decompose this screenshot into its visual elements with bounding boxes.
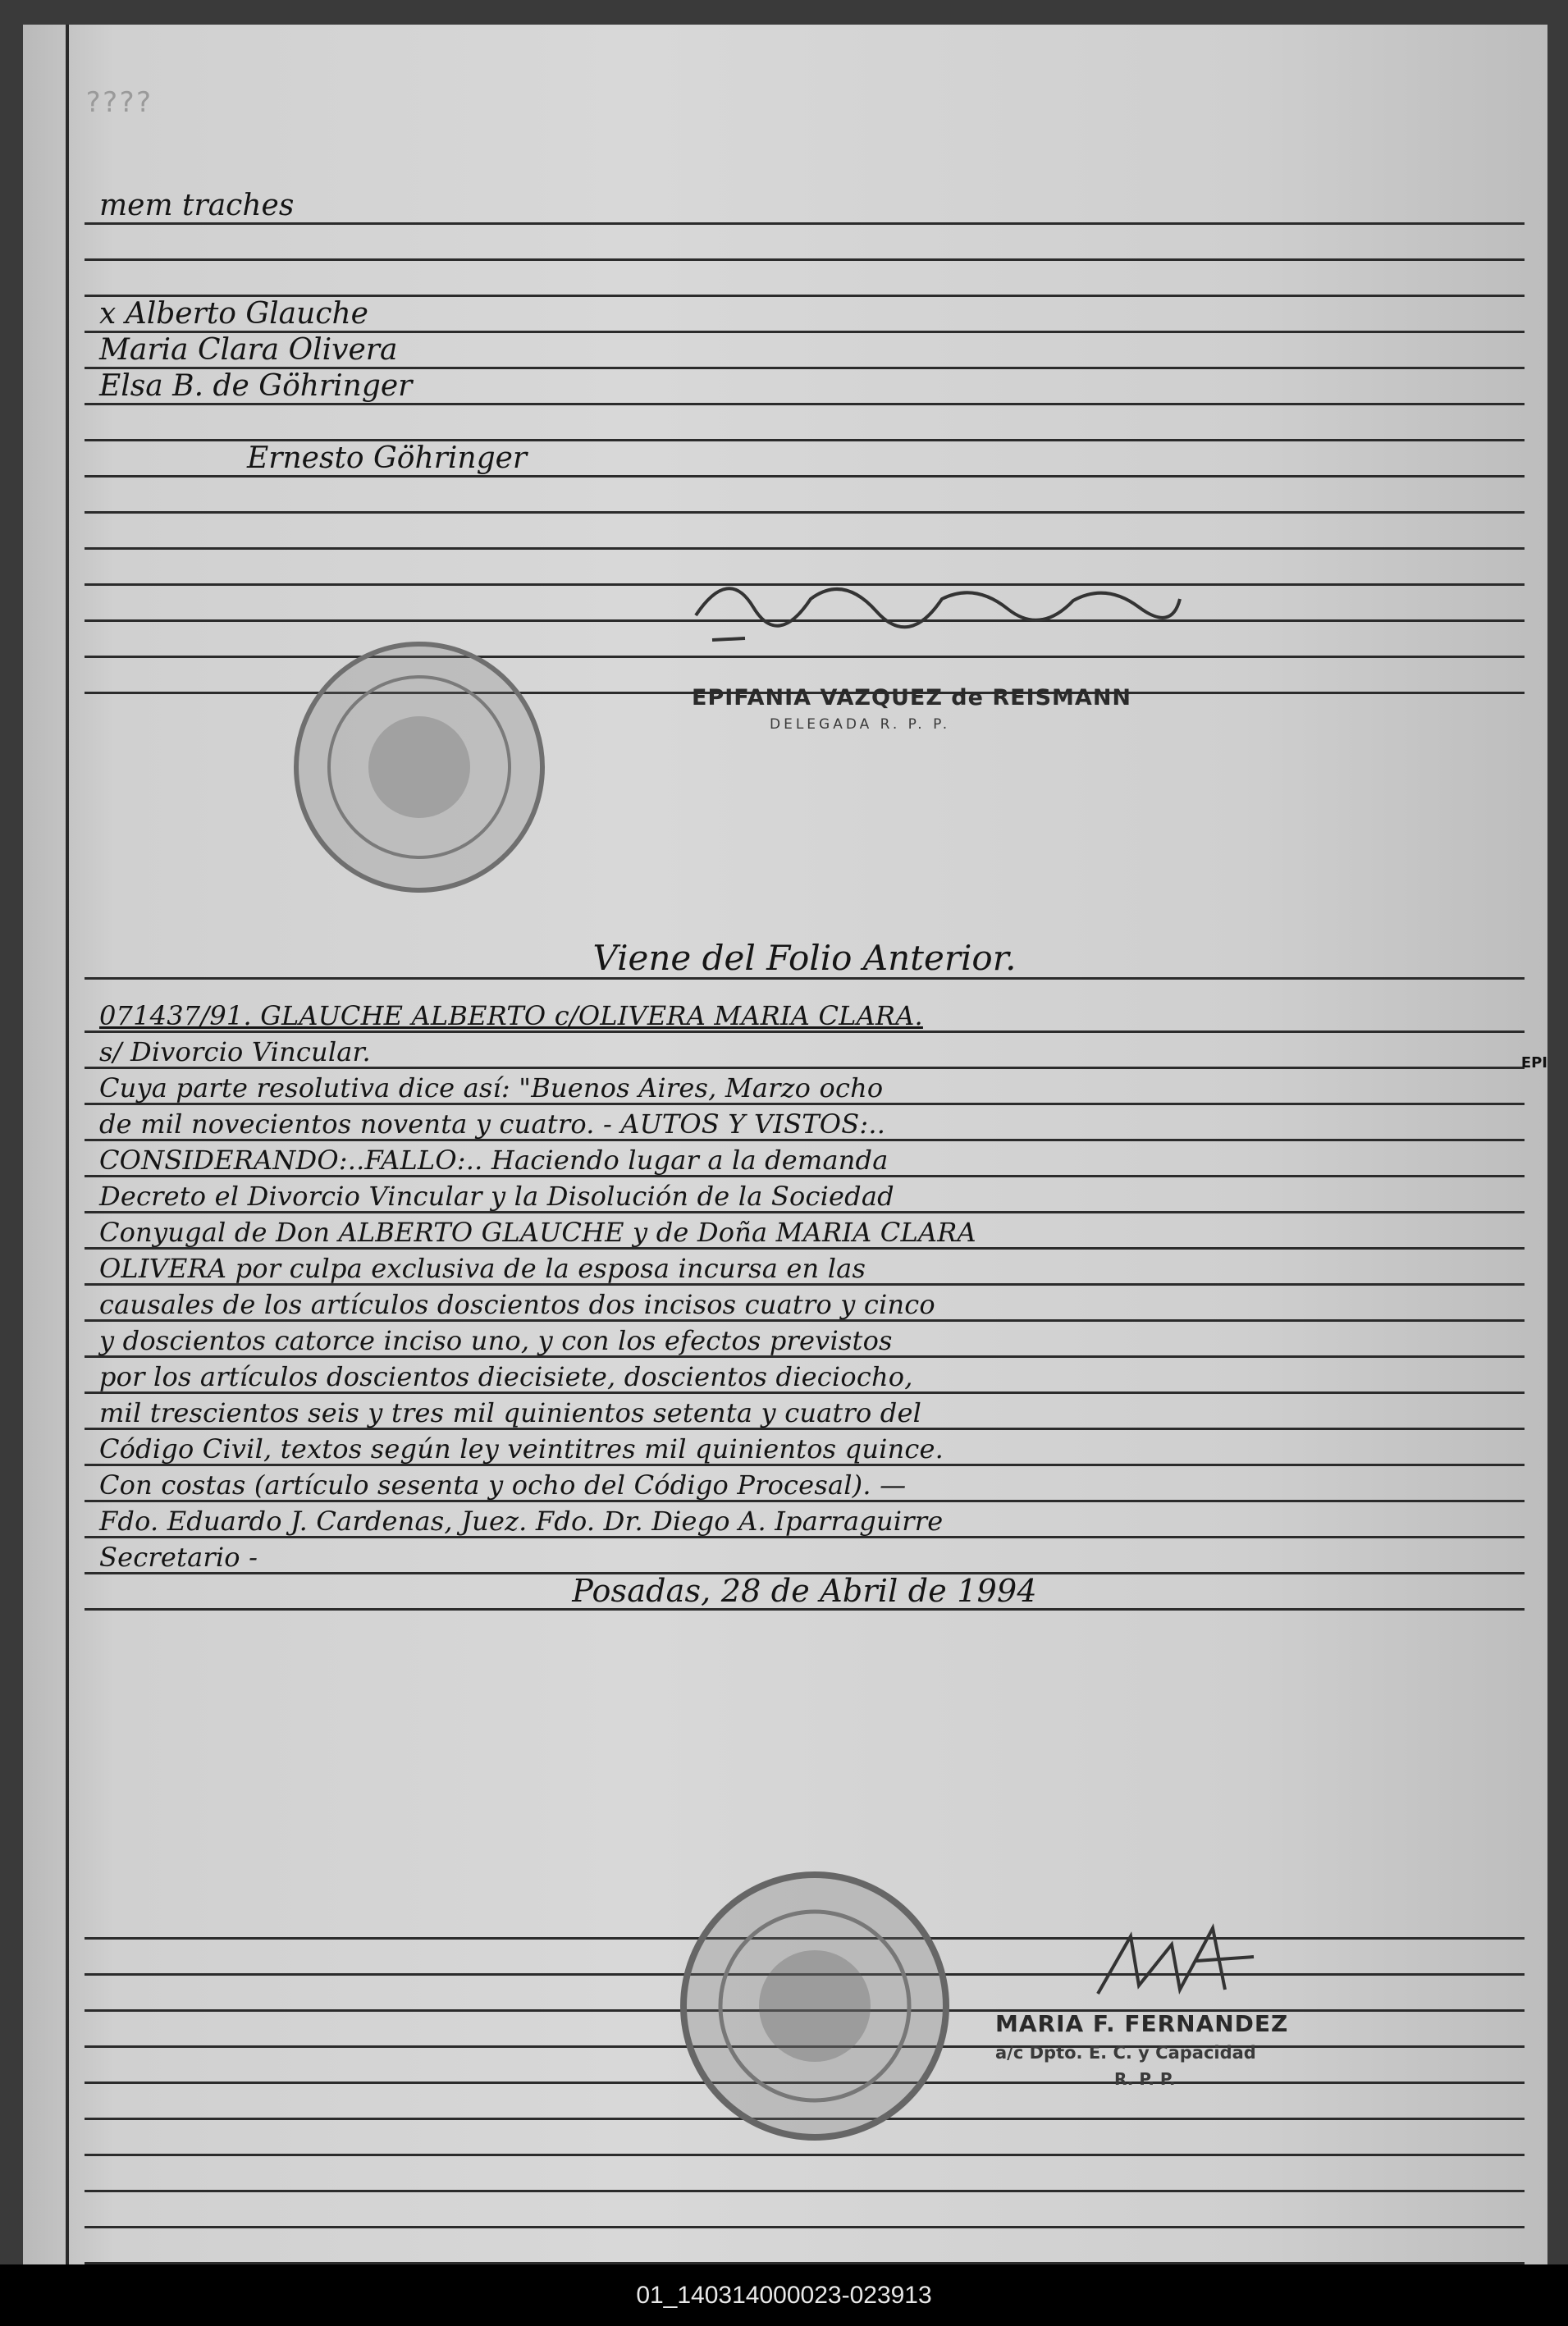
delegate-signature <box>679 550 1188 656</box>
entry-line: 071437/91. GLAUCHE ALBERTO c/OLIVERA MARIA CLARA. <box>99 1000 923 1031</box>
entry-line: Fdo. Eduardo J. Cardenas, Juez. Fdo. Dr. Diego A. Iparraguirre <box>99 1506 944 1537</box>
ruled-line <box>85 1141 1525 1177</box>
ruled-line <box>85 1105 1525 1141</box>
entry-line: mil trescientos seis y tres mil quinientos setenta y cuatro del <box>99 1397 922 1428</box>
ruled-line <box>85 1069 1525 1105</box>
ruled-line <box>85 333 1525 369</box>
ruled-line <box>85 1502 1525 1538</box>
ruled-line <box>85 944 1525 980</box>
registry-seal-top <box>284 632 555 903</box>
ruled-line <box>85 1358 1525 1394</box>
margin-rule <box>66 25 69 2264</box>
ruled-line <box>85 441 1525 478</box>
ruled-line <box>85 297 1525 333</box>
document-page <box>23 25 1547 2264</box>
registry-seal-bottom <box>671 1862 958 2150</box>
corner-mark: ???? <box>85 86 152 119</box>
official-name: MARIA F. FERNANDEZ <box>995 2010 1289 2037</box>
ruled-line <box>85 997 1525 1033</box>
ruled-line <box>85 514 1525 550</box>
ruled-line <box>85 1394 1525 1430</box>
signature-line-text: Elsa B. de Göhringer <box>99 369 413 403</box>
ruled-line <box>85 1322 1525 1358</box>
official-org: R. P. P. <box>1114 2069 1176 2089</box>
archive-id: 01_140314000023-023913 <box>636 2281 932 2309</box>
entry-heading-line <box>85 944 1525 980</box>
ruled-line <box>85 1250 1525 1286</box>
entry-line: Con costas (artículo sesenta y ocho del Código Procesal). — <box>99 1469 907 1501</box>
signature-line-text: Ernesto Göhringer <box>247 441 528 475</box>
entry-line: Cuya parte resolutiva dice así: "Buenos Aires, Marzo ocho <box>99 1072 884 1104</box>
entry-line: de mil novecientos noventa y cuatro. - AUTOS Y VISTOS:.. <box>99 1108 886 1140</box>
entry-line: CONSIDERANDO:..FALLO:.. Haciendo lugar a la demanda <box>99 1145 889 1176</box>
ruled-line <box>85 1286 1525 1322</box>
ruled-line <box>85 1213 1525 1250</box>
ruled-line <box>85 1177 1525 1213</box>
entry-body <box>85 997 1525 1611</box>
entry-line: s/ Divorcio Vincular. <box>99 1036 371 1067</box>
delegate-title: DELEGADA R. P. P. <box>770 716 951 733</box>
entry-line: por los artículos doscientos diecisiete, doscientos dieciocho, <box>99 1361 913 1392</box>
entry-line: Decreto el Divorcio Vincular y la Disolución de la Sociedad <box>99 1181 894 1212</box>
ruled-line <box>85 1466 1525 1502</box>
ruled-line <box>85 2228 1525 2264</box>
signature-lines <box>85 189 1525 478</box>
signature-line-text: x Alberto Glauche <box>99 297 368 331</box>
ruled-line <box>85 189 1525 225</box>
entry-line: causales de los artículos doscientos dos incisos cuatro y cinco <box>99 1289 935 1320</box>
ruled-line <box>85 1430 1525 1466</box>
entry-line: Conyugal de Don ALBERTO GLAUCHE y de Doña MARIA CLARA <box>99 1217 976 1248</box>
entry-line: y doscientos catorce inciso uno, y con los efectos previstos <box>99 1325 893 1356</box>
ruled-line <box>85 478 1525 514</box>
entry-line: Código Civil, textos según ley veintitres mil quinientos quince. <box>99 1433 944 1465</box>
ruled-line <box>85 1574 1525 1611</box>
ruled-line <box>85 2192 1525 2228</box>
entry-heading: Viene del Folio Anterior. <box>592 944 1017 978</box>
signature-line-text: Maria Clara Olivera <box>99 333 398 367</box>
ruled-line <box>85 369 1525 405</box>
ruled-line <box>85 261 1525 297</box>
ruled-line <box>85 2156 1525 2192</box>
closing-date: Posadas, 28 de Abril de 1994 <box>572 1574 1037 1609</box>
ruled-line <box>85 1538 1525 1574</box>
entry-line: Secretario - <box>99 1542 258 1573</box>
archive-footer <box>0 2264 1568 2326</box>
ruled-line <box>85 1033 1525 1069</box>
entry-line: OLIVERA por culpa exclusiva de la esposa incursa en las <box>99 1253 866 1284</box>
ruled-line <box>85 225 1525 261</box>
official-signature <box>1081 1912 1295 2018</box>
delegate-name: EPIFANIA VAZQUEZ de REISMANN <box>692 685 1132 711</box>
official-title: a/c Dpto. E. C. y Capacidad <box>995 2043 1256 2063</box>
side-tab: EPI <box>1520 1054 1547 1072</box>
ruled-line <box>85 405 1525 441</box>
signature-line-text: mem traches <box>99 189 295 222</box>
